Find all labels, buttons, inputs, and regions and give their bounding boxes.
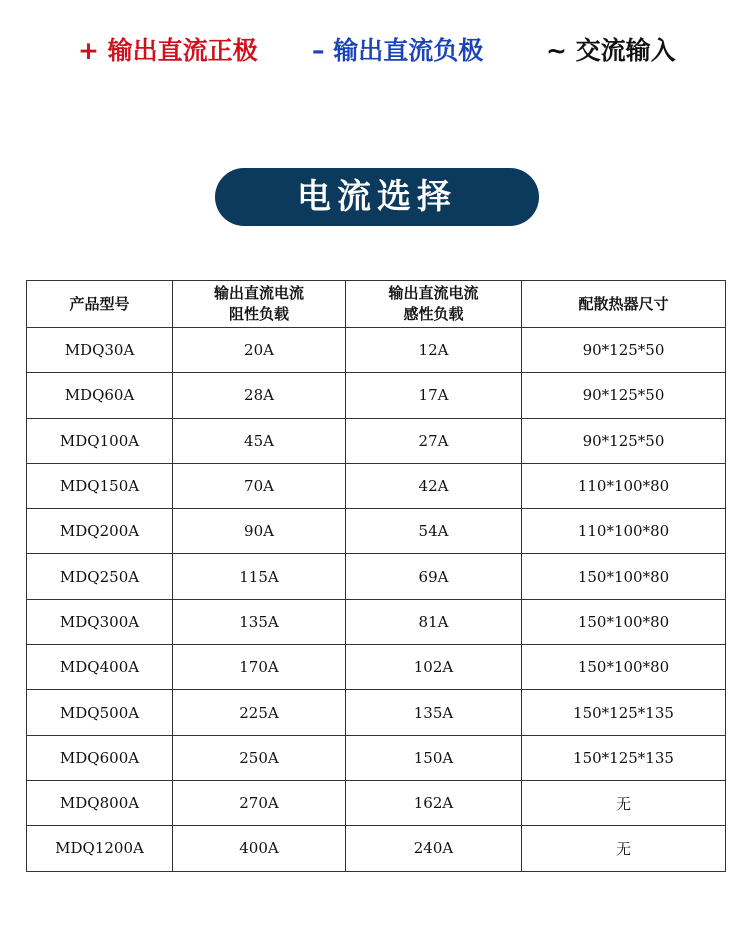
heatsink-size-cell: 无 bbox=[522, 780, 726, 825]
table-row bbox=[27, 690, 726, 735]
model-cell: MDQ150A bbox=[27, 463, 173, 508]
heatsink-size-cell: 无 bbox=[522, 826, 726, 871]
resistive-current-cell: 270A bbox=[173, 780, 346, 825]
table-row bbox=[27, 328, 726, 373]
table-header-row bbox=[27, 281, 726, 328]
heatsink-size-cell: 150*100*80 bbox=[522, 645, 726, 690]
inductive-current-cell: 240A bbox=[346, 826, 522, 871]
table-row bbox=[27, 373, 726, 418]
inductive-current-cell: 102A bbox=[346, 645, 522, 690]
header-resistive-line2: 阻性负载 bbox=[228, 305, 289, 323]
model-cell: MDQ60A bbox=[27, 373, 173, 418]
header-inductive-line1: 输出直流电流 bbox=[388, 284, 479, 302]
dc-negative-legend: – 输出直流负极 bbox=[312, 36, 484, 65]
table-row bbox=[27, 418, 726, 463]
resistive-current-cell: 28A bbox=[173, 373, 346, 418]
resistive-current-cell: 115A bbox=[173, 554, 346, 599]
heatsink-size-cell: 150*125*135 bbox=[522, 735, 726, 780]
heatsink-size-cell: 150*125*135 bbox=[522, 690, 726, 735]
header-heatsink-size bbox=[522, 281, 726, 328]
table-row bbox=[27, 509, 726, 554]
header-model bbox=[27, 281, 173, 328]
table-row bbox=[27, 826, 726, 871]
table-row bbox=[27, 599, 726, 644]
resistive-current-cell: 170A bbox=[173, 645, 346, 690]
heatsink-size-cell: 90*125*50 bbox=[522, 328, 726, 373]
model-cell: MDQ200A bbox=[27, 509, 173, 554]
inductive-current-cell: 150A bbox=[346, 735, 522, 780]
heatsink-size-cell: 110*100*80 bbox=[522, 463, 726, 508]
section-title-banner: 电流选择 bbox=[215, 168, 539, 226]
inductive-current-cell: 135A bbox=[346, 690, 522, 735]
header-model-label: 产品型号 bbox=[69, 294, 130, 313]
heatsink-size-cell: 150*100*80 bbox=[522, 599, 726, 644]
terminal-legend bbox=[0, 33, 750, 69]
header-resistive-line1: 输出直流电流 bbox=[213, 284, 304, 302]
resistive-current-cell: 135A bbox=[173, 599, 346, 644]
inductive-current-cell: 54A bbox=[346, 509, 522, 554]
inductive-current-cell: 12A bbox=[346, 328, 522, 373]
table-row bbox=[27, 554, 726, 599]
dc-positive-legend: + 输出直流正极 bbox=[78, 36, 258, 65]
header-heatsink-label: 配散热器尺寸 bbox=[578, 294, 669, 313]
model-cell: MDQ600A bbox=[27, 735, 173, 780]
table-body bbox=[27, 328, 726, 872]
inductive-current-cell: 69A bbox=[346, 554, 522, 599]
model-cell: MDQ300A bbox=[27, 599, 173, 644]
table-row bbox=[27, 463, 726, 508]
heatsink-size-cell: 110*100*80 bbox=[522, 509, 726, 554]
resistive-current-cell: 225A bbox=[173, 690, 346, 735]
inductive-current-cell: 162A bbox=[346, 780, 522, 825]
heatsink-size-cell: 150*100*80 bbox=[522, 554, 726, 599]
inductive-current-cell: 27A bbox=[346, 418, 522, 463]
model-cell: MDQ500A bbox=[27, 690, 173, 735]
table-row bbox=[27, 735, 726, 780]
header-resistive-current bbox=[173, 281, 346, 328]
model-cell: MDQ250A bbox=[27, 554, 173, 599]
model-cell: MDQ800A bbox=[27, 780, 173, 825]
ac-input-legend: ~ 交流输入 bbox=[546, 36, 676, 65]
model-cell: MDQ1200A bbox=[27, 826, 173, 871]
table-row bbox=[27, 780, 726, 825]
model-cell: MDQ100A bbox=[27, 418, 173, 463]
resistive-current-cell: 250A bbox=[173, 735, 346, 780]
inductive-current-cell: 17A bbox=[346, 373, 522, 418]
inductive-current-cell: 81A bbox=[346, 599, 522, 644]
heatsink-size-cell: 90*125*50 bbox=[522, 373, 726, 418]
resistive-current-cell: 90A bbox=[173, 509, 346, 554]
header-inductive-current bbox=[346, 281, 522, 328]
current-selection-table bbox=[26, 280, 726, 872]
resistive-current-cell: 45A bbox=[173, 418, 346, 463]
resistive-current-cell: 70A bbox=[173, 463, 346, 508]
header-inductive-line2: 感性负载 bbox=[403, 305, 464, 323]
resistive-current-cell: 400A bbox=[173, 826, 346, 871]
resistive-current-cell: 20A bbox=[173, 328, 346, 373]
table-row bbox=[27, 645, 726, 690]
heatsink-size-cell: 90*125*50 bbox=[522, 418, 726, 463]
inductive-current-cell: 42A bbox=[346, 463, 522, 508]
model-cell: MDQ30A bbox=[27, 328, 173, 373]
model-cell: MDQ400A bbox=[27, 645, 173, 690]
